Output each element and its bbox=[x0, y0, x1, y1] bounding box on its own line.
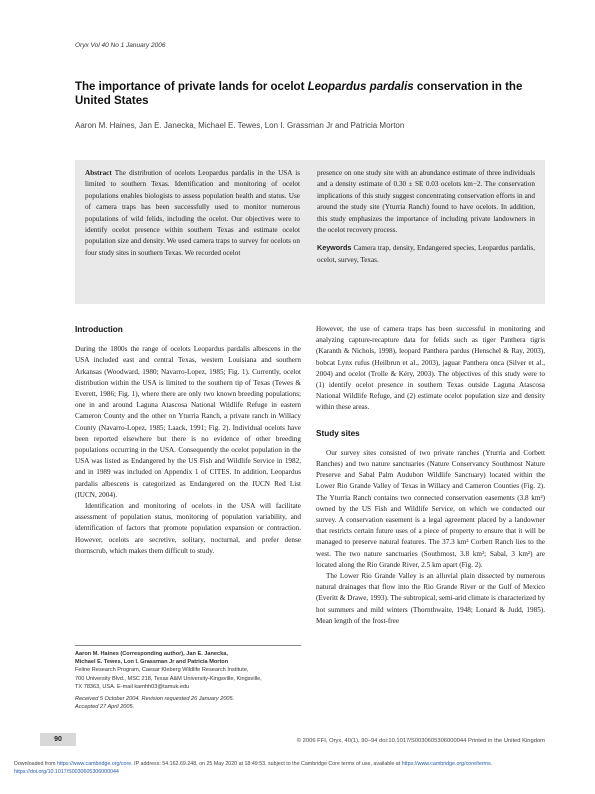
accepted-date: Accepted 27 April 2005. bbox=[75, 704, 135, 711]
abstract-right bbox=[317, 168, 535, 266]
footnote-line-2: Michael E. Tewes, Lon I. Grassman Jr and Patricia Morton bbox=[75, 659, 229, 666]
journal-line: Oryx Vol 40 No 1 January 2006 bbox=[75, 42, 166, 49]
footnote-line-3: Feline Research Program, Caesar Kleberg Wildlife Research Institute, bbox=[75, 667, 249, 674]
copyright-line: © 2006 FFI, Oryx, 40(1), 90–94 doi:10.1017/S0030605306000044 Printed in the United Kingdom bbox=[296, 738, 545, 744]
article-title bbox=[75, 80, 545, 108]
author-footnote bbox=[75, 645, 301, 711]
footnote-line-5: TX 78363, USA. E-mail kamhh03@tamuk.edu bbox=[75, 683, 190, 690]
right-intro-paragraph: However, the use of camera traps has been successful in monitoring and analyzing capture-recapture data for felids such as tiger Panthera tigris (Karanth & Nichols, 1998), leopard Panthera pardus (Henschel & Ray, 2003), bobcat Lynx rufus (Heilbrun et al., 2003), jaguar Panthera onca (Silver et al., 2004) and ocelot (Trolle & Kéry, 2003). The objectives of this study were to (1) identify ocelot presence in southern Texas outside Laguna Atascosa National Wildlife Refuge, and (2) estimate ocelot population size and density within these areas. bbox=[316, 325, 545, 412]
received-date: Received 5 October 2004. Revision requested 26 January 2005. bbox=[75, 696, 235, 703]
study-sites-paragraph-1: Our survey sites consisted of two private ranches (Yturria and Corbett Ranches) and two nature sanctuaries (Nature Conservancy Southmost Nature Preserve and Sabal Palm Audubon Wildlife Sanctuary) located within the Lower Rio Grande Valley of Texas in Willacy and Cameron Counties (Fig. 2). The Yturria Ranch contains two connected conservation easements (3.8 km²) owned by the US Fish and Wildlife Service, on which we conducted our survey. A conservation easement is a legal agreement placed by a landowner that restricts certain future uses of a piece of property to ensure that it will be managed to preserve natural features. The 37.3 km² Corbett Ranch lies to the west. The two nature sanctuaries (Southmost, 3.8 km²; Sabal, 3 km²) are located along the Rio Grande River, 2.5 km apart (Fig. 2). bbox=[316, 448, 545, 569]
right-column bbox=[316, 324, 545, 627]
page-number: 90 bbox=[40, 733, 76, 746]
abstract-label: Abstract bbox=[85, 169, 112, 177]
download-prefix: Downloaded from bbox=[14, 761, 56, 767]
intro-paragraph-2: Identification and monitoring of ocelots in the USA will facilitate assessment of population status, monitoring of population variability, and identification of factors that promote population expansion or contraction. However, ocelots are secretive, solitary, nocturnal, and prefer dense thornscrub, which makes them difficult to study. bbox=[75, 502, 301, 555]
footnote-line-4: 700 University Blvd., MSC 218, Texas A&M University-Kingsville, Kingsville, bbox=[75, 675, 262, 682]
download-notice bbox=[14, 760, 589, 776]
left-column bbox=[75, 324, 301, 557]
title-species-name: Leopardus pardalis bbox=[307, 81, 414, 93]
download-mid2: . bbox=[490, 761, 493, 767]
keywords-text: Camera trap, density, Endangered species, Leopardus pardalis, ocelot, survey, Texas. bbox=[317, 244, 535, 264]
abstract-left bbox=[85, 168, 300, 259]
keywords-label: Keywords bbox=[317, 243, 352, 253]
author-list: Aaron M. Haines, Jan E. Janecka, Michael E. Tewes, Lon I. Grassman Jr and Patricia Morton bbox=[75, 121, 405, 130]
abstract-right-text: presence on one study site with an abundance estimate of three individuals and a density estimate of 0.30 ± SE 0.03 ocelots km−2. The conservation implications of this study suggest concentrating conservation efforts in and around the study site (Yturria Ranch) found to have ocelots. In addition, this study emphasizes the importance of including private landowners in the ocelot recovery process. bbox=[317, 169, 535, 235]
footnote-line-1: Aaron M. Haines (Corresponding author), Jan E. Janecka, bbox=[75, 651, 228, 657]
intro-heading: Introduction bbox=[75, 325, 123, 334]
footnote-text bbox=[75, 650, 301, 711]
footnote-divider bbox=[75, 645, 301, 646]
terms-link[interactable]: https://www.cambridge.org/core/terms bbox=[401, 761, 491, 767]
download-middle: . IP address: 54.162.69.248, on 25 May 2020 at 18:49:53, subject to the Cambridge Core terms of use, available at bbox=[131, 761, 401, 767]
title-text: The importance of private lands for ocelot Leopardus pardalis conservation in the United States bbox=[75, 81, 523, 107]
abstract-left-text: The distribution of ocelots Leopardus pardalis in the USA is limited to southern Texas. Identification and monitoring of ocelot populations enables biologists to assess population health and status. Use of camera traps has been successfully used to monitor numerous populations of wild felids, including the ocelot. Our objectives were to identify ocelot presence within southern Texas and estimate ocelot population size and density. We used camera traps to survey for ocelots on four study sites in southern Texas. We recorded ocelot bbox=[85, 169, 301, 257]
doi-link[interactable]: https://doi.org/10.1017/S0030605306000044 bbox=[14, 769, 119, 775]
study-sites-heading: Study sites bbox=[316, 428, 360, 438]
cambridge-core-link[interactable]: https://www.cambridge.org/core bbox=[57, 761, 132, 767]
intro-paragraph-1: During the 1800s the range of ocelots Leopardus pardalis albescens in the USA included east and central Texas, western Louisiana and southern Arkansas (Woodward, 1980; Navarro-Lopez, 1985; Fig. 1). Currently, ocelot distribution within the USA is limited to the southern tip of Texas (Tewes & Everett, 1986; Fig. 1), where there are only two known breeding populations; one in and around Laguna Atascosa National Wildlife Refuge in eastern Cameron County and the other on Yturria Ranch, a private ranch in Willacy County (Navarro-Lopez, 1985; Laack, 1991; Fig. 2). Individual ocelots have been reported elsewhere but there is no evidence of other breeding populations occurring in the USA. Consequently the ocelot population in the USA was listed as Endangered by the US Fish and Wildlife Service in 1982, and in 1989 was included on Appendix 1 of CITES. In addition, Leopardus pardalis albescens is categorized as Endangered on the IUCN Red List (IUCN, 2004). bbox=[75, 345, 301, 499]
study-sites-paragraph-2: The Lower Rio Grande Valley is an alluvial plain dissected by numerous natural drainages that flow into the Rio Grande River or the Gulf of Mexico (Everitt & Drawe, 1993). The subtropical, semi-arid climate is characterized by hot summers and mild winters (Thornthwaite, 1948; Lonard & Judd, 1985). Mean length of the frost-free bbox=[316, 572, 545, 625]
keywords bbox=[317, 242, 535, 266]
